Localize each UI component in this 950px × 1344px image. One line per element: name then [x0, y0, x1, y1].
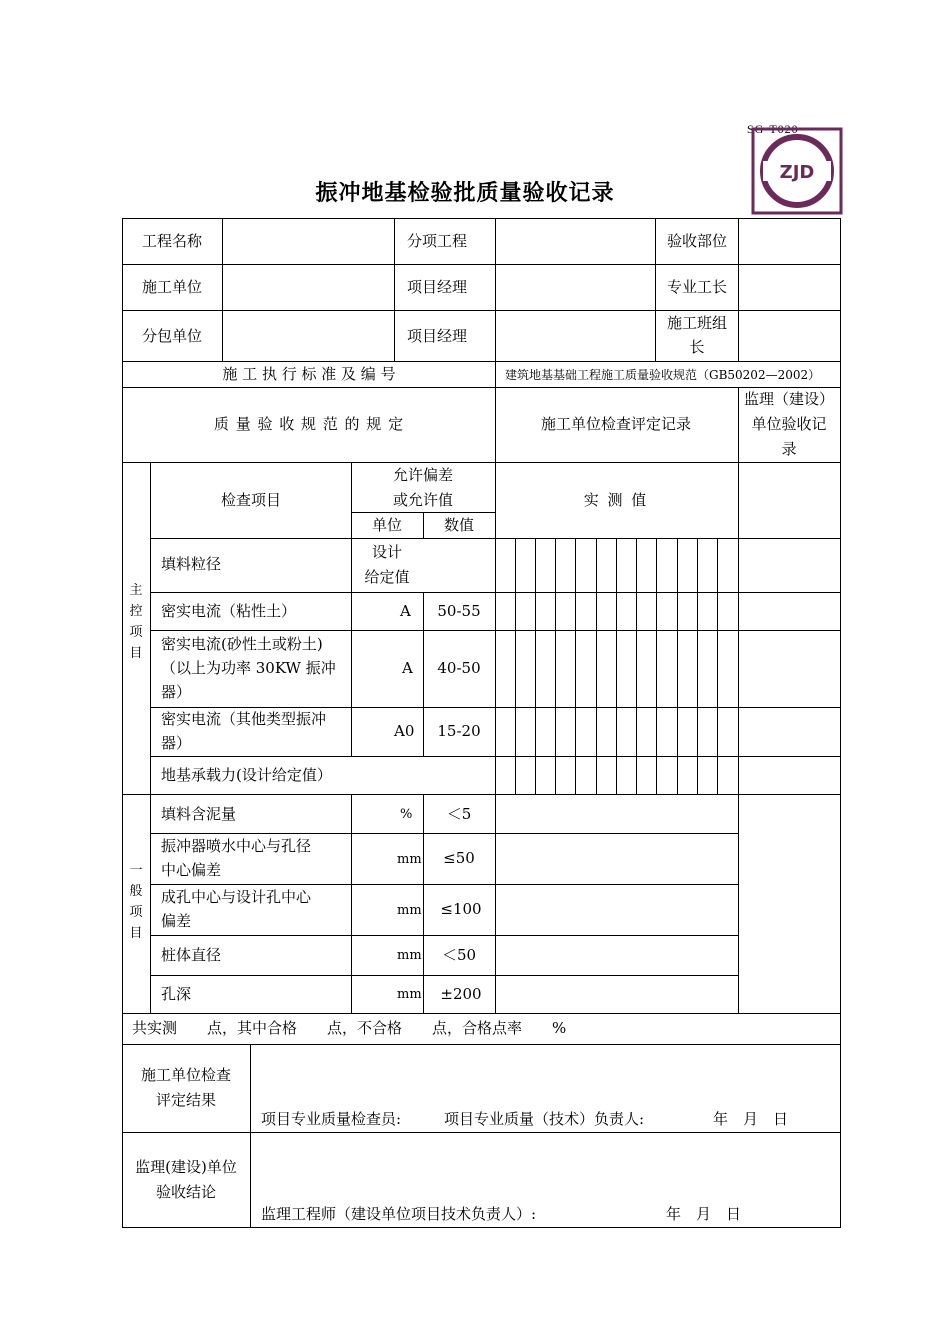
- team-leader-label: 施工班组: [666, 314, 728, 332]
- table-row-item: 振冲器喷水中心与孔径: [161, 837, 312, 855]
- table-row-value: 给定值: [364, 568, 410, 586]
- table-row-item-2: 偏差: [161, 912, 192, 930]
- supervisor-header-3: 录: [781, 440, 797, 458]
- table-row-unit: mm: [397, 948, 422, 963]
- tolerance-header-2: 或允许值: [392, 491, 454, 509]
- supervisor-header-1: 监理（建设）: [743, 390, 835, 408]
- table-row-item: 地基承载力(设计给定值）: [161, 766, 332, 784]
- table-row-item: 成孔中心与设计孔中心: [161, 888, 312, 906]
- pm-label: 项目经理: [406, 278, 468, 296]
- table-row-item: 桩体直径: [161, 946, 222, 964]
- table-row-value: ±200: [440, 985, 482, 1003]
- table-row-unit: 设计: [371, 543, 403, 561]
- table-row-unit: mm: [397, 987, 422, 1002]
- table-row-unit: mm: [397, 852, 422, 867]
- table-row-item: 填料含泥量: [161, 805, 237, 823]
- unit-header: 单位: [371, 516, 403, 534]
- supervisor-header-2: 单位验收记: [751, 415, 827, 433]
- table-row-item-2: 器）: [161, 734, 192, 752]
- value-header: 数值: [443, 516, 475, 534]
- subcontractor-label: 分包单位: [141, 327, 203, 345]
- table-row-item: 填料粒径: [161, 555, 222, 573]
- sub-project-label: 分项工程: [406, 232, 468, 250]
- table-row-value: ＜50: [441, 946, 477, 964]
- supervisor-result-label-1: 监理(建设)单位: [135, 1158, 237, 1176]
- page-title: 振冲地基检验批质量验收记录: [315, 181, 615, 206]
- general-items-label: 一般项目: [129, 863, 143, 941]
- supervisor-engineer-label: 监理工程师（建设单位项目技术负责人）:: [261, 1205, 537, 1223]
- table-row-item: 密实电流（其他类型振冲: [161, 710, 327, 728]
- project-name-label: 工程名称: [141, 232, 203, 250]
- foreman-label: 专业工长: [666, 278, 728, 296]
- item-header: 检查项目: [220, 491, 282, 509]
- table-row-item: 孔深: [161, 985, 192, 1003]
- table-row-item: 密实电流(砂性土或粉土): [161, 635, 323, 653]
- summary-line: 共实测 点，其中合格 点，不合格 点，合格点率 %: [132, 1019, 567, 1037]
- spec-rule-header: 质 量 验 收 规 范 的 规 定: [213, 415, 405, 433]
- form-code: SG-T020: [747, 122, 799, 136]
- table-row-unit: A0: [394, 722, 415, 740]
- contractor-label: 施工单位: [141, 278, 203, 296]
- contractor-date: 年 月 日: [713, 1110, 789, 1128]
- logo-text: ZJD: [779, 162, 815, 183]
- table-row-item-2: 中心偏差: [161, 861, 222, 879]
- table-row-value: ＜5: [446, 805, 472, 823]
- contractor-check-header: 施工单位检查评定记录: [540, 415, 692, 433]
- table-row-unit: A: [402, 659, 413, 677]
- contractor-result-label-2: 评定结果: [155, 1091, 217, 1109]
- table-row-value: 15-20: [437, 722, 481, 740]
- standard-value: 建筑地基基础工程施工质量验收规范（GB50202—2002）: [505, 368, 821, 382]
- supervisor-result-label-2: 验收结论: [155, 1183, 217, 1201]
- tolerance-header-1: 允许偏差: [392, 466, 454, 484]
- table-row-value: 50-55: [437, 602, 481, 620]
- measured-header: 实 测 值: [583, 491, 649, 509]
- quality-inspector-label: 项目专业质量检查员:: [261, 1110, 402, 1128]
- table-row-item-3: 器）: [161, 683, 192, 701]
- table-row-value: 40-50: [437, 659, 481, 677]
- table-row-value: ≤100: [440, 900, 482, 918]
- table-row-unit: %: [400, 807, 413, 822]
- table-row-unit: A: [400, 602, 411, 620]
- contractor-result-label-1: 施工单位检查: [140, 1066, 232, 1084]
- pm2-label: 项目经理: [406, 327, 468, 345]
- accept-part-label: 验收部位: [666, 232, 728, 250]
- main-control-label: 主控项目: [129, 583, 143, 661]
- standard-label: 施 工 执 行 标 准 及 编 号: [222, 365, 396, 383]
- team-leader-label-2: 长: [689, 338, 705, 356]
- supervisor-date: 年 月 日: [666, 1205, 742, 1223]
- quality-chief-label: 项目专业质量（技术）负责人:: [444, 1110, 645, 1128]
- table-row-item-2: （以上为功率 30KW 振冲: [161, 659, 336, 677]
- table-row-item: 密实电流（粘性土）: [161, 602, 297, 620]
- table-row-value: ≤50: [443, 849, 475, 867]
- table-row-unit: mm: [397, 903, 422, 918]
